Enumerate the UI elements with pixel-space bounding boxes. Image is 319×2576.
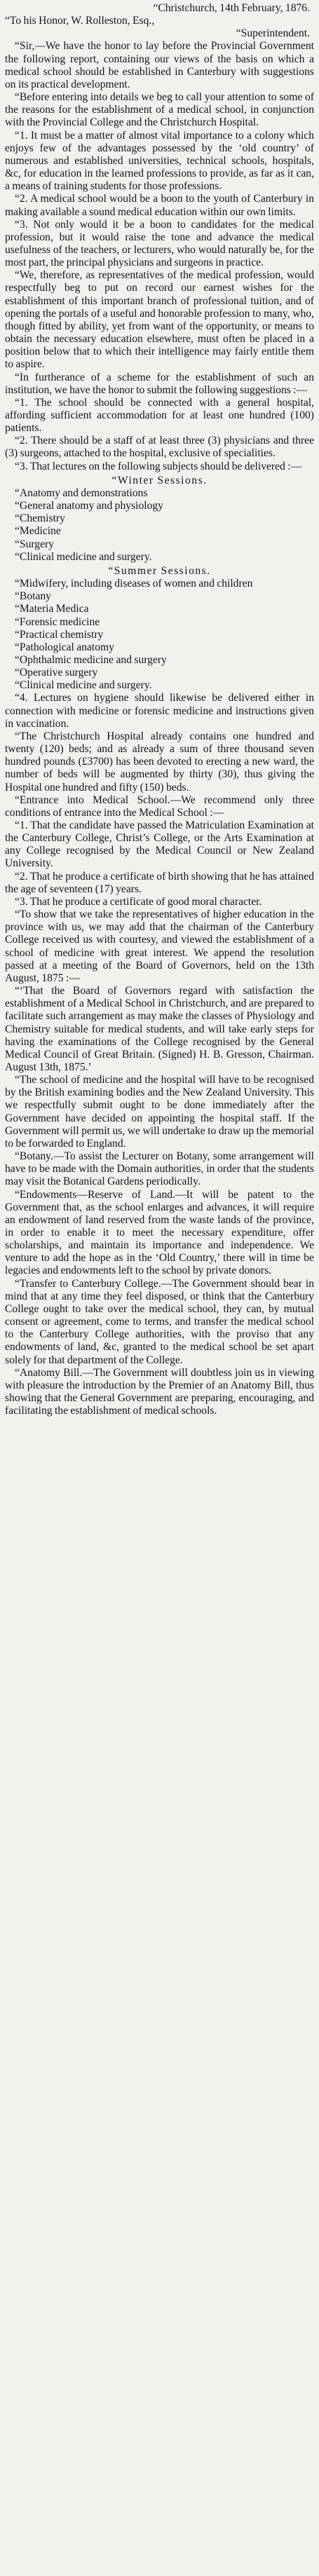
paragraph: “Sir,—We have the honor to lay before the Provincial Government the following report, containing our views of the basis on which a medical school should be established in Canterbury with suggestions on its practical development. <box>5 40 314 90</box>
subject-item: “Pathological anatomy <box>15 641 114 653</box>
closing-paragraphs <box>5 692 314 1417</box>
paragraph: “‘That the Board of Governors regard with satisfaction the establishment of a Medical School in Christchurch, and are prepared to facilitate such arrangement as may make the classes of Physiology and Chemistry suitable for medical students, and will take early steps for having the examinations of the College recognised by the General Medical Council of Great Britain. (Signed) H. B. Gresson, Chairman. August 13th, 1875.’ <box>5 985 314 1073</box>
subject-item: “Botany <box>15 590 51 603</box>
subject-item: “Materia Medica <box>15 603 89 615</box>
paragraph: “The school of medicine and the hospital will have to be recognised by the British examining bodies and the New Zealand University. This we respectfully submit ought to be done immediately after the Government have decided on appointing the hospital staff. If the Government will permit us, we will undertake to draw up the memorial to be forwarded to England. <box>5 1074 314 1150</box>
paragraph: “The Christchurch Hospital already contains one hundred and twenty (120) beds; and as already a sum of three thousand seven hundred pounds (£3700) has been devoted to erecting a new ward, the number of beds will be augmented by thirty (30), thus giving the Hospital one hundred and fifty (150) beds. <box>5 730 314 793</box>
subject-item: “Chemistry <box>15 512 65 525</box>
paragraph: “1. It must be a matter of almost vital importance to a colony which enjoys few of the advantages possessed by the ‘old country’ of numerous and established universities, technical schools, hospitals, &c, for education in the learned professions to provide, as far as it can, a means of training students for those professions. <box>5 129 314 193</box>
paragraph: “4. Lectures on hygiene should likewise be delivered either in connection with medicine or forensic medicine and instructions given in vaccination. <box>5 692 314 730</box>
paragraph: “1. The school should be connected with a general hospital, affording sufficient accommodation for at least one hundred (100) patients. <box>5 396 314 435</box>
subject-item: “Surgery <box>15 538 55 550</box>
subject-item: “Clinical medicine and surgery. <box>15 679 152 692</box>
dateline: “Christchurch, 14th February, 1876. <box>153 2 310 14</box>
summer-sessions-heading: “Summer Sessions. <box>108 564 211 577</box>
paragraph: “Before entering into details we beg to call your attention to some of the reasons for the establishment of a medical school, in conjunction with the Provincial College and the Christchurch Hospital. <box>5 91 314 129</box>
subject-item: “Clinical medicine and surgery. <box>15 550 152 563</box>
subject-item: “Ophthalmic medicine and surgery <box>15 653 167 666</box>
paragraph: “Transfer to Canterbury College.—The Government should bear in mind that at any time they feel disposed, or think that the Canterbury College ought to take over the medical school, they can, by mutual consent or agreement, come to terms, and transfer the medical school to the Canterbury College authorities, with the proviso that any endowments of land, &c, granted to the medical school be set apart solely for that department of the College. <box>5 1277 314 1366</box>
paragraph: “1. That the candidate have passed the Matriculation Examination at the Canterbury College, Christ’s College, or the Arts Examination at any College recognised by the Medical Council or New Zealand University. <box>5 819 314 870</box>
subject-item: “Anatomy and demonstrations <box>15 486 148 499</box>
subject-item: “Midwifery, including diseases of women and children <box>15 578 253 590</box>
paragraph: “2. A medical school would be a boon to the youth of Canterbury in making available a sound medical education within our own limits. <box>5 193 314 218</box>
subject-item: “Medicine <box>15 525 61 538</box>
paragraph: “To show that we take the representatives of higher education in the province with us, we may add that the chairman of the Canterbury College received us with courtesy, and viewed the establishment of a school of medicine with great interest. We append the resolution passed at a meeting of the Board of Governors, held on the 13th August, 1875 :— <box>5 908 314 984</box>
subject-item: “Operative surgery <box>15 667 98 679</box>
paragraph: “2. That he produce a certificate of birth showing that he has attained the age of seventeen (17) years. <box>5 870 314 895</box>
summer-subjects-list <box>5 578 314 692</box>
paragraph: “3. That lectures on the following subjects should be delivered :— <box>15 460 302 472</box>
addressee-title: “Superintendent. <box>236 27 310 40</box>
paragraph: “Endowments—Reserve of Land.—It will be patent to the Government that, as the school enlarges and advances, it will require an endowment of land reserved from the waste lands of the province, in order to enable it to meet the necessary expenditure, offer scholarships, and maintain its importance and independence. We venture to add the hope as in the ‘Old Country,’ there will in time be legacies and endowments left to the school by private donors. <box>5 1188 314 1277</box>
paragraph: “In furtherance of a scheme for the establishment of such an institution, we have the honor to submit the following suggestions :— <box>5 371 314 396</box>
paragraph: “2. There should be a staff of at least three (3) physicians and three (3) surgeons, attached to the hospital, exclusive of specialities. <box>5 435 314 460</box>
subject-item: “Forensic medicine <box>15 615 100 628</box>
winter-subjects-list <box>5 487 314 564</box>
paragraph: “3. Not only would it be a boon to candidates for the medical profession, but it would raise the tone and advance the medical usefulness of the teachers, or lecturers, who would naturally be, for the most part, the principal physicians and surgeons in practice. <box>5 218 314 269</box>
newspaper-column <box>5 0 314 1417</box>
paragraph: “Entrance into Medical School.—We recommend only three conditions of entrance into the Medical School :— <box>5 793 314 819</box>
paragraph: “Anatomy Bill.—The Government will doubtless join us in viewing with pleasure the introduction by the Premier of an Anatomy Bill, thus showing that the General Government are preparing, encouraging, and facilitating the establishment of medical schools. <box>5 1366 314 1417</box>
subject-item: “General anatomy and physiology <box>15 500 163 512</box>
paragraph: “3. That he produce a certificate of good moral character. <box>15 895 262 908</box>
paragraph: “Botany.—To assist the Lecturer on Botany, some arrangement will have to be made with the Domain authorities, in order that the students may visit the Botanical Gardens periodically. <box>5 1150 314 1188</box>
subject-item: “Practical chemistry <box>15 628 104 641</box>
winter-sessions-heading: “Winter Sessions. <box>111 474 208 486</box>
paragraph: “We, therefore, as representatives of the medical profession, would respectfully beg to put on record our earnest wishes for the establishment of this important branch of professional tuition, and of opening the portals of a useful and honorable profession to many, who, though fitted by ability, yet from want of the opportunity, or means to obtain the necessary education elsewhere, must often be placed in a position below that to which their intelligence may fairly entitle them to aspire. <box>5 269 314 371</box>
addressee: “To his Honor, W. Rolleston, Esq., <box>5 15 155 27</box>
intro-paragraphs <box>5 40 314 472</box>
